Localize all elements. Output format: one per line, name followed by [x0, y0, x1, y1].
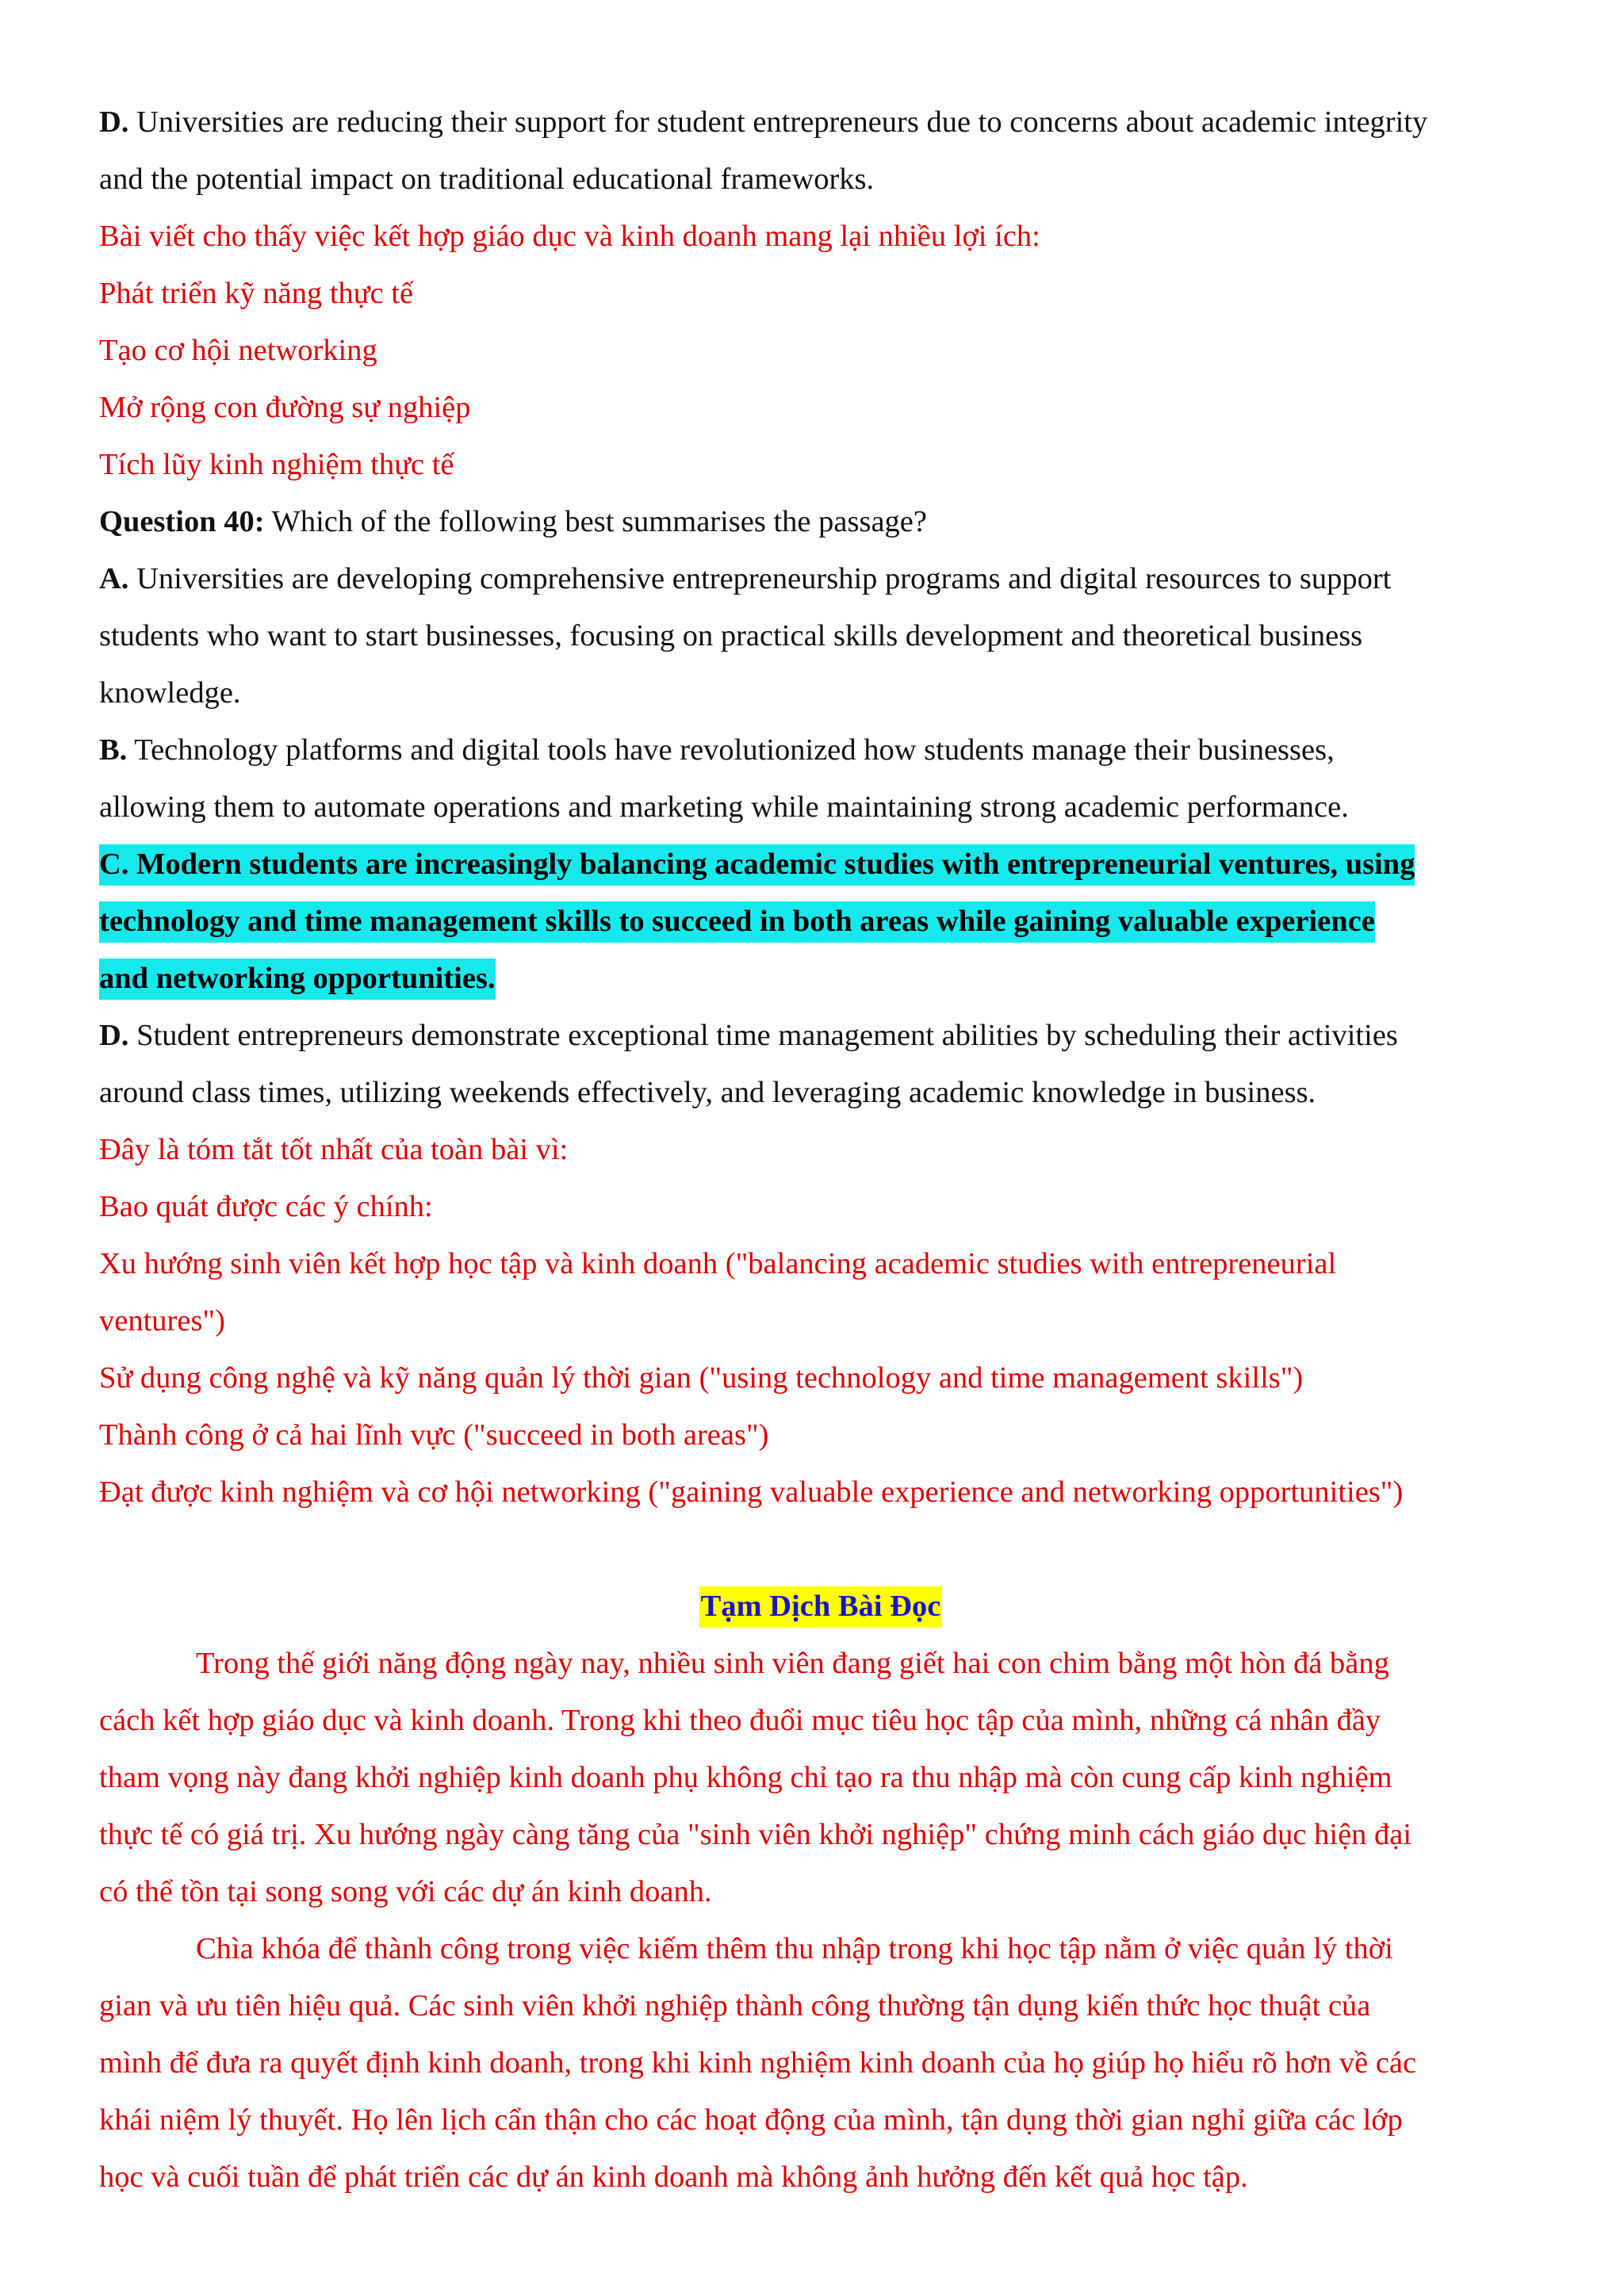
answer-highlight: and networking opportunities.: [99, 959, 496, 1000]
translation-p2-line: khái niệm lý thuyết. Họ lên lịch cẩn thận cho các hoạt động của mình, tận dụng thời gian nghỉ giữa các lớp: [99, 2103, 1403, 2137]
option-b-line-1: [99, 721, 1542, 779]
explanation-line: Bao quát được các ý chính:: [99, 1190, 433, 1223]
question-text: Which of the following best summarises the passage?: [264, 505, 927, 538]
prev-explanation-line: Tích lũy kinh nghiệm thực tế: [99, 448, 454, 481]
explanation-line: Đạt được kinh nghiệm và cơ hội networking ("gaining valuable experience and networking opportunities"): [99, 1475, 1404, 1509]
answer-highlight: C. Modern students are increasingly balancing academic studies with entrepreneurial ventures, using: [99, 844, 1415, 886]
option-letter: D.: [99, 105, 129, 139]
translation-heading: [99, 1578, 1542, 1635]
translation-p2-line: mình để đưa ra quyết định kinh doanh, trong khi kinh nghiệm kinh doanh của họ giúp họ hiểu rõ hơn về các: [99, 2046, 1417, 2080]
option-d-line-2: around class times, utilizing weekends effectively, and leveraging academic knowledge in business.: [99, 1076, 1316, 1109]
question-label: Question 40:: [99, 505, 265, 538]
option-letter: D.: [99, 1019, 129, 1052]
option-text: Student entrepreneurs demonstrate exceptional time management abilities by scheduling their activities: [128, 1019, 1398, 1052]
prev-explanation-line: Phát triển kỹ năng thực tế: [99, 277, 414, 310]
answer-highlight: technology and time management skills to succeed in both areas while gaining valuable experience: [99, 901, 1375, 943]
option-text: Universities are developing comprehensive entrepreneurship programs and digital resources to support: [128, 562, 1392, 595]
option-a-line-3: knowledge.: [99, 676, 241, 710]
translation-p1-line: cách kết hợp giáo dục và kinh doanh. Trong khi theo đuổi mục tiêu học tập của mình, những cá nhân đầy: [99, 1704, 1381, 1737]
prev-explanation-line: Bài viết cho thấy việc kết hợp giáo dục và kinh doanh mang lại nhiều lợi ích:: [99, 220, 1040, 253]
translation-p1-line: tham vọng này đang khởi nghiệp kinh doanh phụ không chỉ tạo ra thu nhập mà còn cung cấp kinh nghiệm: [99, 1761, 1392, 1794]
prev-option-d-line-2: and the potential impact on traditional educational frameworks.: [99, 163, 875, 196]
translation-p2-line: gian và ưu tiên hiệu quả. Các sinh viên khởi nghiệp thành công thường tận dụng kiến thức học thuật của: [99, 1989, 1371, 2022]
prev-option-d-line-1: [99, 94, 1542, 151]
explanation-line: Đây là tóm tắt tốt nhất của toàn bài vì:: [99, 1133, 569, 1166]
translation-title: Tạm Dịch Bài Đọc: [699, 1586, 943, 1628]
explanation-line: ventures"): [99, 1304, 225, 1337]
translation-p1-line: thực tế có giá trị. Xu hướng ngày càng tăng của "sinh viên khởi nghiệp" chứng minh cách giáo dục hiện đại: [99, 1818, 1412, 1851]
option-c-correct-line-3: [99, 950, 1542, 1007]
option-letter: B.: [99, 733, 128, 767]
explanation-line: Thành công ở cả hai lĩnh vực ("succeed in both areas"): [99, 1418, 769, 1452]
explanation-line: Xu hướng sinh viên kết hợp học tập và kinh doanh ("balancing academic studies with entrepreneurial: [99, 1247, 1337, 1280]
option-c-correct-line-2: [99, 893, 1542, 950]
explanation-line: Sử dụng công nghệ và kỹ năng quản lý thời gian ("using technology and time management skills"): [99, 1361, 1304, 1395]
question-40-stem: [99, 493, 1542, 550]
option-letter: A.: [99, 562, 129, 595]
translation-p1-line: Trong thế giới năng động ngày nay, nhiều sinh viên đang giết hai con chim bằng một hòn đá bằng: [196, 1647, 1389, 1680]
option-d-line-1: [99, 1007, 1542, 1064]
section-spacer: [99, 1521, 1542, 1578]
translation-p2-line: học và cuối tuần để phát triển các dự án kinh doanh mà không ảnh hưởng đến kết quả học tập.: [99, 2160, 1248, 2194]
option-a-line-2: students who want to start businesses, focusing on practical skills development and theoretical business: [99, 619, 1363, 652]
prev-explanation-line: Tạo cơ hội networking: [99, 334, 377, 367]
option-b-line-2: allowing them to automate operations and marketing while maintaining strong academic performance.: [99, 790, 1349, 824]
option-text: Technology platforms and digital tools have revolutionized how students manage their businesses,: [127, 733, 1335, 767]
prev-explanation-line: Mở rộng con đường sự nghiệp: [99, 391, 471, 424]
translation-p2-line: Chìa khóa để thành công trong việc kiếm thêm thu nhập trong khi học tập nằm ở việc quản lý thời: [196, 1932, 1393, 1965]
translation-p1-line: có thể tồn tại song song với các dự án kinh doanh.: [99, 1875, 712, 1908]
option-text: Universities are reducing their support for student entrepreneurs due to concerns about academic integrity: [128, 105, 1428, 139]
option-a-line-1: [99, 550, 1542, 607]
document-page: [99, 94, 1542, 2206]
option-c-correct-line-1: [99, 836, 1542, 893]
